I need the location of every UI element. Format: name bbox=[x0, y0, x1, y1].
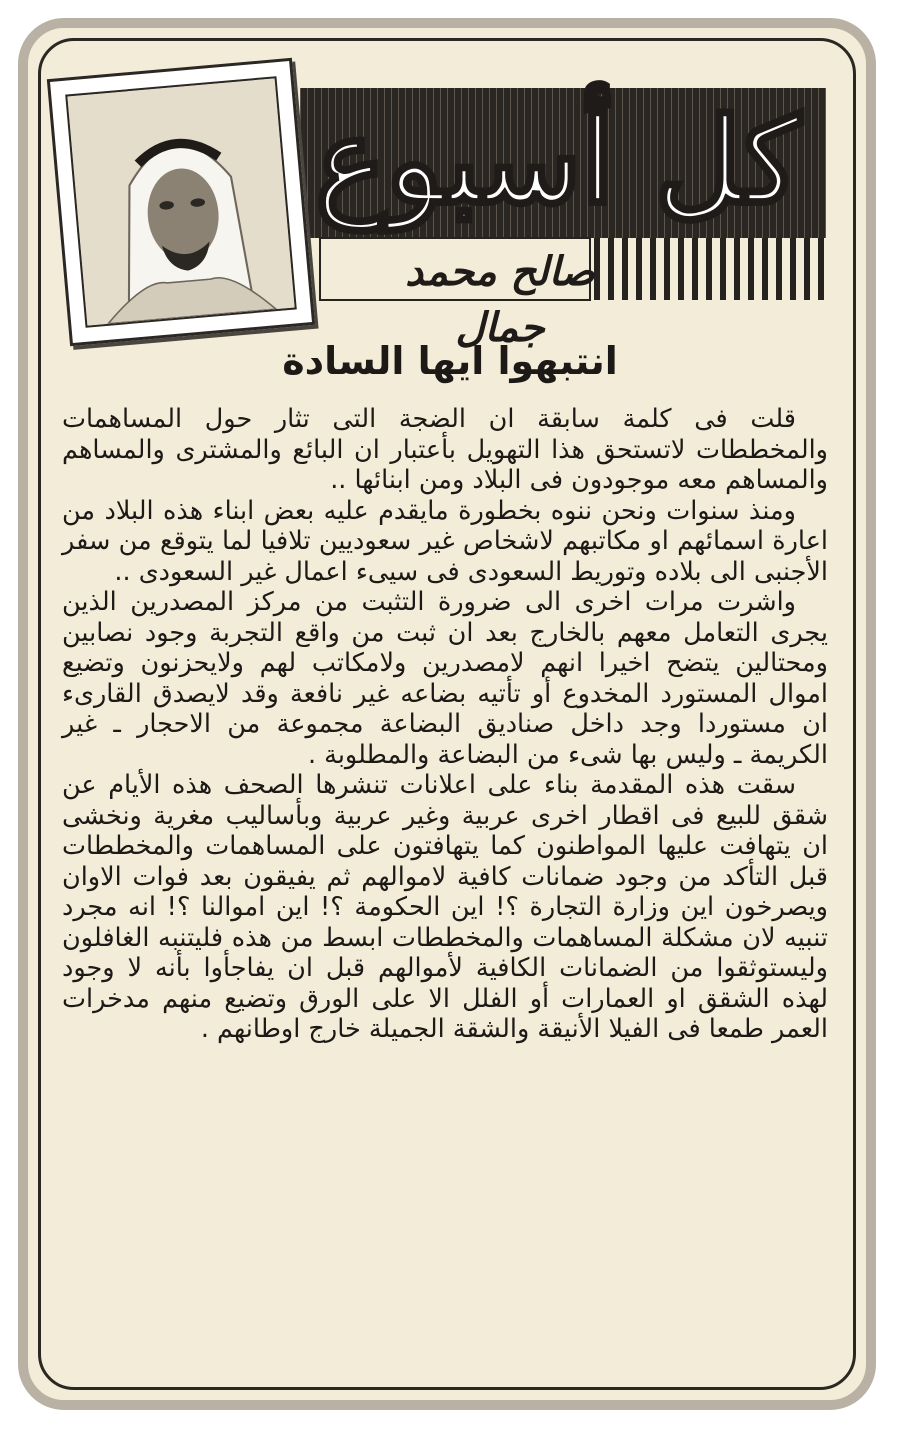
article-paragraph: قلت فى كلمة سابقة ان الضجة التى تثار حول المساهمات والمخططات لاتستحق هذا التهويل بأعتبار ان البائع والمشترى والمساهم والمساهم معه موجودون فى البلاد ومن ابنائها .. bbox=[62, 404, 828, 495]
article-headline: انتبهوا ايها السادة bbox=[282, 339, 618, 383]
author-photo bbox=[65, 76, 297, 328]
author-portrait-icon bbox=[67, 78, 294, 325]
article-body bbox=[62, 404, 828, 1396]
article-paragraph: ومنذ سنوات ونحن ننوه بخطورة مايقدم عليه بعض ابناء هذه البلاد من اعارة اسمائهم او مكاتبهم لاشخاص غير سعوديين تلافيا لما يتوقع من سفر الأجنبى الى بلاده وتوريط السعودى فى سيىء اعمال غير السعودى .. bbox=[62, 495, 828, 587]
article-paragraph: واشرت مرات اخرى الى ضرورة التثبت من مركز المصدرين الذين يجرى التعامل معهم بالخارج بعد ان ثبت من واقع التجربة وجود نصابين ومحتالين يتضح اخيرا انهم لامصدرين ولامكاتب لهم ولايحزنون وتضيع اموال المستورد المخدوع أو تأتيه بضاعه غير نافعة وقد لايصدق القارىء ان مستوردا وجد داخل صناديق البضاعة مجموعة من الاحجار ـ غير الكريمة ـ وليس بها شىء من البضاعة والمطلوبة . bbox=[62, 587, 828, 770]
author-photo-frame bbox=[47, 58, 315, 346]
article-paragraph: سقت هذه المقدمة بناء على اعلانات تنشرها الصحف هذه الأيام عن شقق للبيع فى اقطار اخرى عربية وغير عربية وبأساليب مغرية ونخشى ان يتهافت عليها المواطنون كما يتهافتون على المساهمات والمخططات قبل التأكد من وجود ضمانات كافية لاموالهم ثم يفيقون بعد فوات الاوان ويصرخون اين وزارة التجارة ؟! اين الحكومة ؟! اين اموالنا ؟! انه مجرد تنبيه لان مشكلة المساهمات والمخططات ابسط من هذه فليتنبه الغافلون وليستوثقوا من الضمانات الكافية لأموالهم قبل ان يفاجأوا بأنه لا وجود لهذه الشقق او العمارات أو الفلل الا على الورق وتضيع منهم مدخرات العمر طمعا فى الفيلا الأنيقة والشقة الجميلة خارج اوطانهم . bbox=[62, 770, 828, 1044]
column-title: كل أسبوع bbox=[315, 91, 801, 230]
author-name: صالح محمد جمال bbox=[405, 248, 595, 351]
column-masthead bbox=[300, 78, 826, 351]
